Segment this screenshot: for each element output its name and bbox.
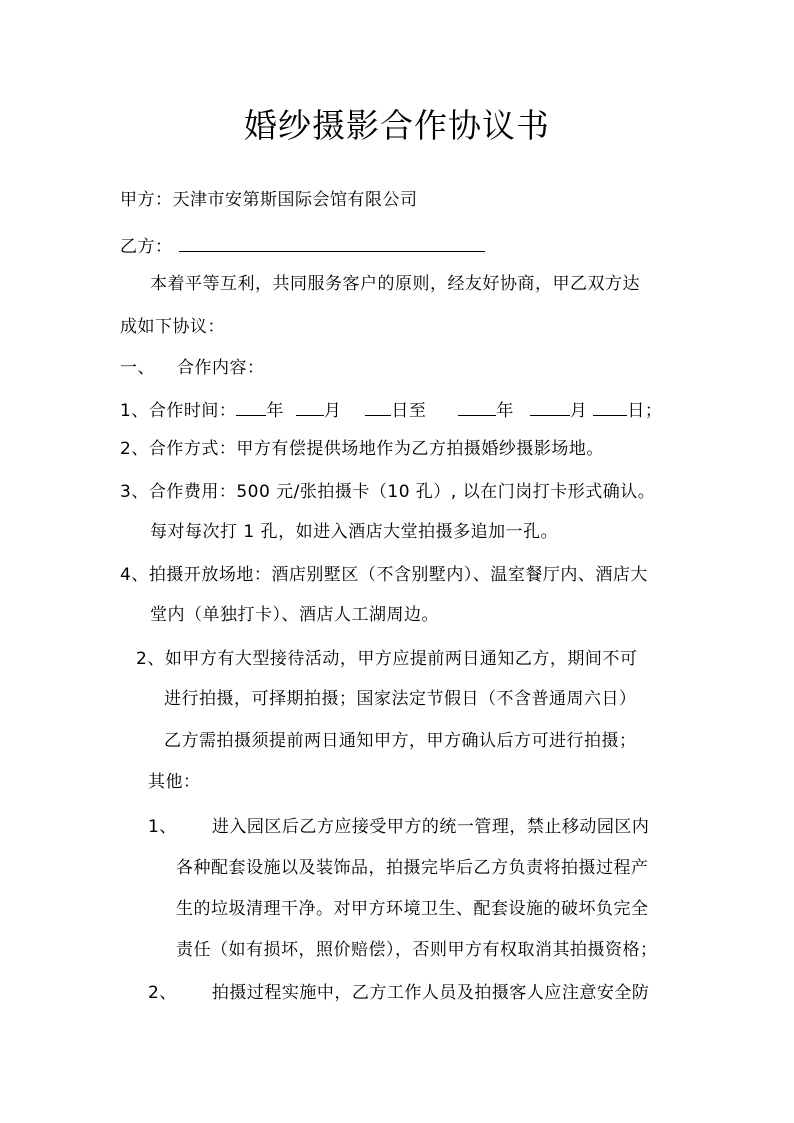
day-1-label: 日 <box>391 401 409 421</box>
section-1-title: 合作内容： <box>177 358 265 378</box>
other-1-line-4: 责任（如有损坏，照价赔偿），否则甲方有权取消其拍摄资格； <box>176 940 658 960</box>
other-2-line-1 <box>148 982 649 1004</box>
day-2-blank <box>593 398 627 416</box>
item-4-venue-line-1: 4、拍摄开放场地：酒店别墅区（不含别墅内）、温室餐厅内、酒店大 <box>120 565 648 585</box>
to-label: 至 <box>408 401 427 421</box>
document-title: 婚纱摄影合作协议书 <box>244 106 550 145</box>
year-1-label: 年 <box>266 401 284 421</box>
item-2-cooperation-method: 2、合作方式：甲方有偿提供场地作为乙方拍摄婚纱摄影场地。 <box>120 439 604 459</box>
other-2-text-1: 拍摄过程实施中，乙方工作人员及拍摄客人应注意安全防 <box>211 983 650 1003</box>
party-a-line: 甲方：天津市安第斯国际会馆有限公司 <box>120 190 418 210</box>
item-1-label: 1、合作时间： <box>120 401 237 421</box>
day-1-blank <box>365 398 391 416</box>
other-2-number: 2、 <box>148 983 177 1003</box>
other-heading: 其他： <box>148 772 201 792</box>
month-1-label: 月 <box>323 401 342 421</box>
other-1-number: 1、 <box>148 817 177 837</box>
item-5-event-line-3: 乙方需拍摄须提前两日通知甲方，甲方确认后方可进行拍摄； <box>164 731 637 751</box>
party-b-line <box>120 234 485 258</box>
year-2-label: 年 <box>496 401 514 421</box>
month-2-blank <box>530 398 570 416</box>
item-3-cost-line-1: 3、合作费用：500 元/张拍摄卡（10 孔）, 以在门岗打卡形式确认。 <box>120 482 656 502</box>
party-b-label: 乙方： <box>120 237 173 257</box>
other-1-line-3: 生的垃圾清理干净。对甲方环境卫生、配套设施的破坏负完全 <box>176 899 649 919</box>
item-1-cooperation-time <box>120 398 662 422</box>
intro-line-2: 成如下协议： <box>120 317 225 337</box>
item-4-venue-line-2: 堂内（单独打卡）、酒店人工湖周边。 <box>150 605 439 625</box>
year-1-blank <box>236 398 266 416</box>
other-1-text-1: 进入园区后乙方应接受甲方的统一管理，禁止移动园区内 <box>211 817 650 837</box>
other-1-line-1 <box>148 816 649 838</box>
section-1-heading <box>120 357 265 379</box>
year-2-blank <box>458 398 496 416</box>
day-2-label: 日； <box>627 401 663 421</box>
item-5-event-line-1: 2、如甲方有大型接待活动，甲方应提前两日通知乙方，期间不可 <box>136 649 638 669</box>
month-2-label: 月 <box>569 401 588 421</box>
other-1-line-2: 各种配套设施以及装饰品，拍摄完毕后乙方负责将拍摄过程产 <box>176 858 649 878</box>
item-5-event-line-2: 进行拍摄，可择期拍摄；国家法定节假日（不含普通周六日） <box>164 689 637 709</box>
intro-line-1: 本着平等互利，共同服务客户的原则，经友好协商，甲乙双方达 <box>150 274 640 294</box>
item-3-cost-line-2: 每对每次打 1 孔，如进入酒店大堂拍摄多追加一孔。 <box>150 522 559 542</box>
month-1-blank <box>296 398 324 416</box>
section-1-number: 一、 <box>120 358 155 378</box>
party-b-blank <box>179 234 485 252</box>
